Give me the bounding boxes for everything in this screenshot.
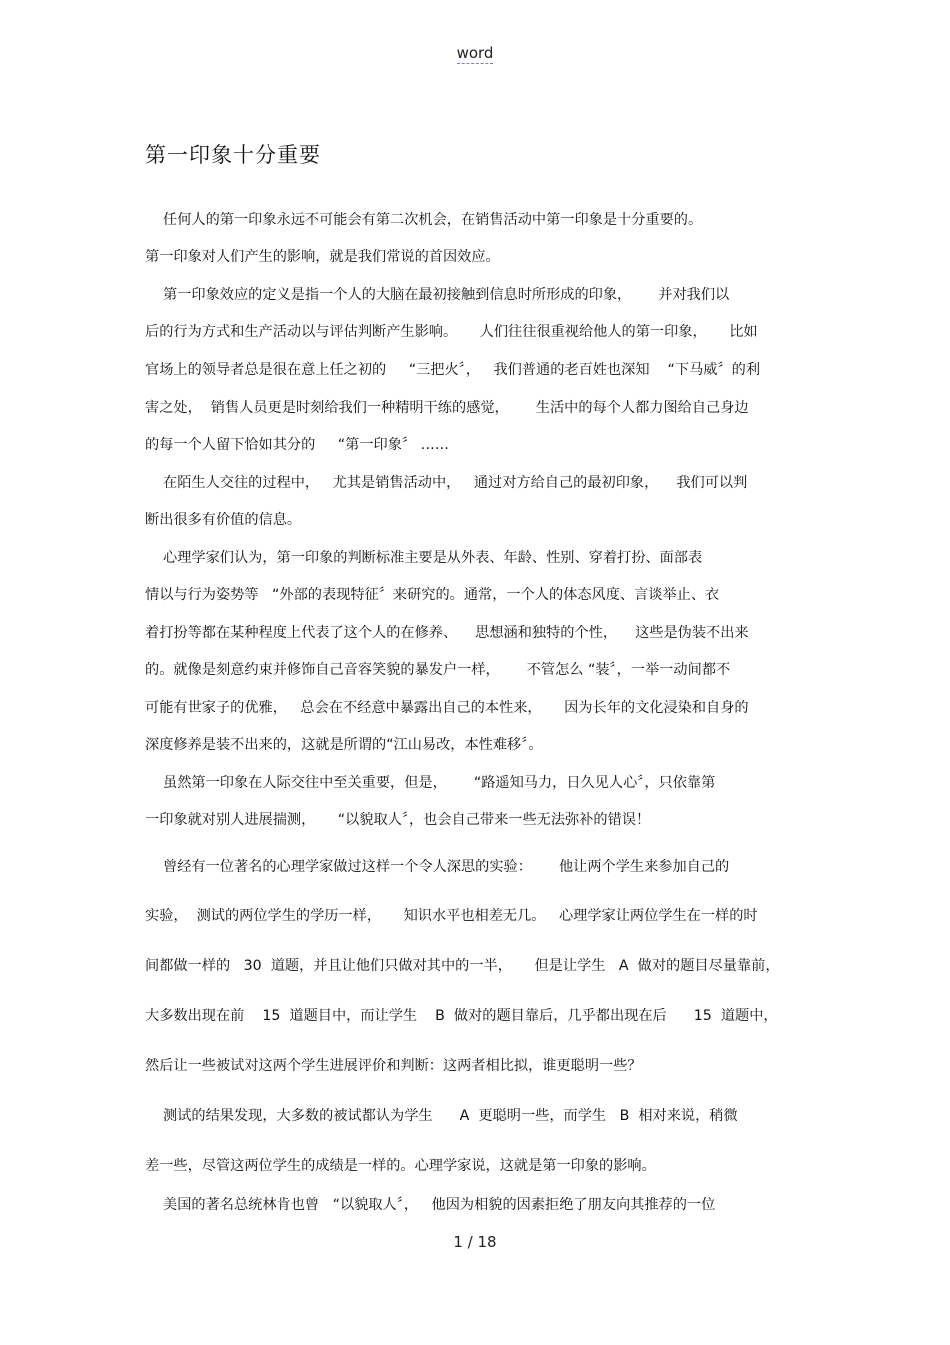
document-title: 第一印象十分重要	[145, 143, 321, 167]
text-line: 在陌生人交往的过程中， 尤其是销售活动中， 通过对方给自己的最初印象， 我们可以判	[145, 475, 748, 491]
text-line: 任何人的第一印象永远不可能会有第二次机会，在销售活动中第一印象是十分重要的。	[145, 212, 703, 228]
text-line: 的。就像是刻意约束并修饰自己音容笑貌的暴发户一样， 不管怎么 “装〞，一举一动间都不	[145, 662, 731, 678]
text-line: 的每一个人留下恰如其分的 “第一印象〞 ……	[145, 437, 449, 453]
page-header	[0, 44, 950, 62]
page-number: 1 / 18	[453, 1233, 497, 1251]
text-line: 官场上的领导者总是很在意上任之初的 “三把火〞， 我们普通的老百姓也深知 “下马威〞的利	[145, 362, 761, 378]
text-line: 美国的著名总统林肯也曾 “以貌取人〞， 他因为相貌的因素拒绝了朋友向其推荐的一位	[145, 1197, 716, 1213]
header-label: word	[456, 44, 494, 62]
text-line: 然后让一些被试对这两个学生进展评价和判断：这两者相比拟，谁更聪明一些？	[145, 1058, 642, 1074]
text-line: 测试的结果发现，大多数的被试都认为学生 A 更聪明一些，而学生 B 相对来说，稍微	[145, 1108, 738, 1124]
text-line: 一印象就对别人进展揣测， “以貌取人〞，也会自己带来一些无法弥补的错误！	[145, 812, 651, 828]
text-line: 心理学家们认为，第一印象的判断标准主要是从外表、年龄、性别、穿着打扮、面部表	[145, 550, 703, 566]
text-line: 深度修养是装不出来的，这就是所谓的“江山易改，本性难移〞。	[145, 737, 543, 753]
text-line: 第一印象效应的定义是指一个人的大脑在最初接触到信息时所形成的印象， 并对我们以	[145, 287, 730, 303]
text-line: 情以与行为姿势等 “外部的表现特征〞来研究的。通常，一个人的体态风度、言谈举止、衣	[145, 587, 720, 603]
text-line: 断出很多有价值的信息。	[145, 512, 302, 528]
text-line: 差一些，尽管这两位学生的成绩是一样的。心理学家说，这就是第一印象的影响。	[145, 1158, 656, 1174]
text-line: 第一印象对人们产生的影响，就是我们常说的首因效应。	[145, 249, 500, 265]
text-line: 害之处， 销售人员更是时刻给我们一种精明干练的感觉， 生活中的每个人都力图给自己身边	[145, 400, 749, 416]
text-line: 后的行为方式和生产活动以与评估判断产生影响。 人们往往很重视给他人的第一印象， 比如	[145, 324, 758, 340]
text-line: 虽然第一印象在人际交往中至关重要，但是， “路遥知马力，日久见人心〞，只依靠第	[145, 775, 716, 791]
text-line: 曾经有一位著名的心理学家做过这样一个令人深思的实验： 他让两个学生来参加自己的	[145, 859, 730, 875]
text-line: 着打扮等都在某种程度上代表了这个人的在修养、 思想涵和独特的个性， 这些是伪装不出来	[145, 625, 749, 641]
text-line: 大多数出现在前 15 道题目中，而让学生 B 做对的题目靠后，几乎都出现在后 15 道题中，	[145, 1008, 778, 1024]
text-line: 实验， 测试的两位学生的学历一样， 知识水平也相差无几。 心理学家让两位学生在一样的时	[145, 908, 758, 924]
text-line: 可能有世家子的优雅， 总会在不经意中暴露出自己的本性来， 因为长年的文化浸染和自身的	[145, 700, 749, 716]
text-line: 间都做一样的 30 道题，并且让他们只做对其中的一半， 但是让学生 A 做对的题目尽量靠前，	[145, 958, 780, 974]
